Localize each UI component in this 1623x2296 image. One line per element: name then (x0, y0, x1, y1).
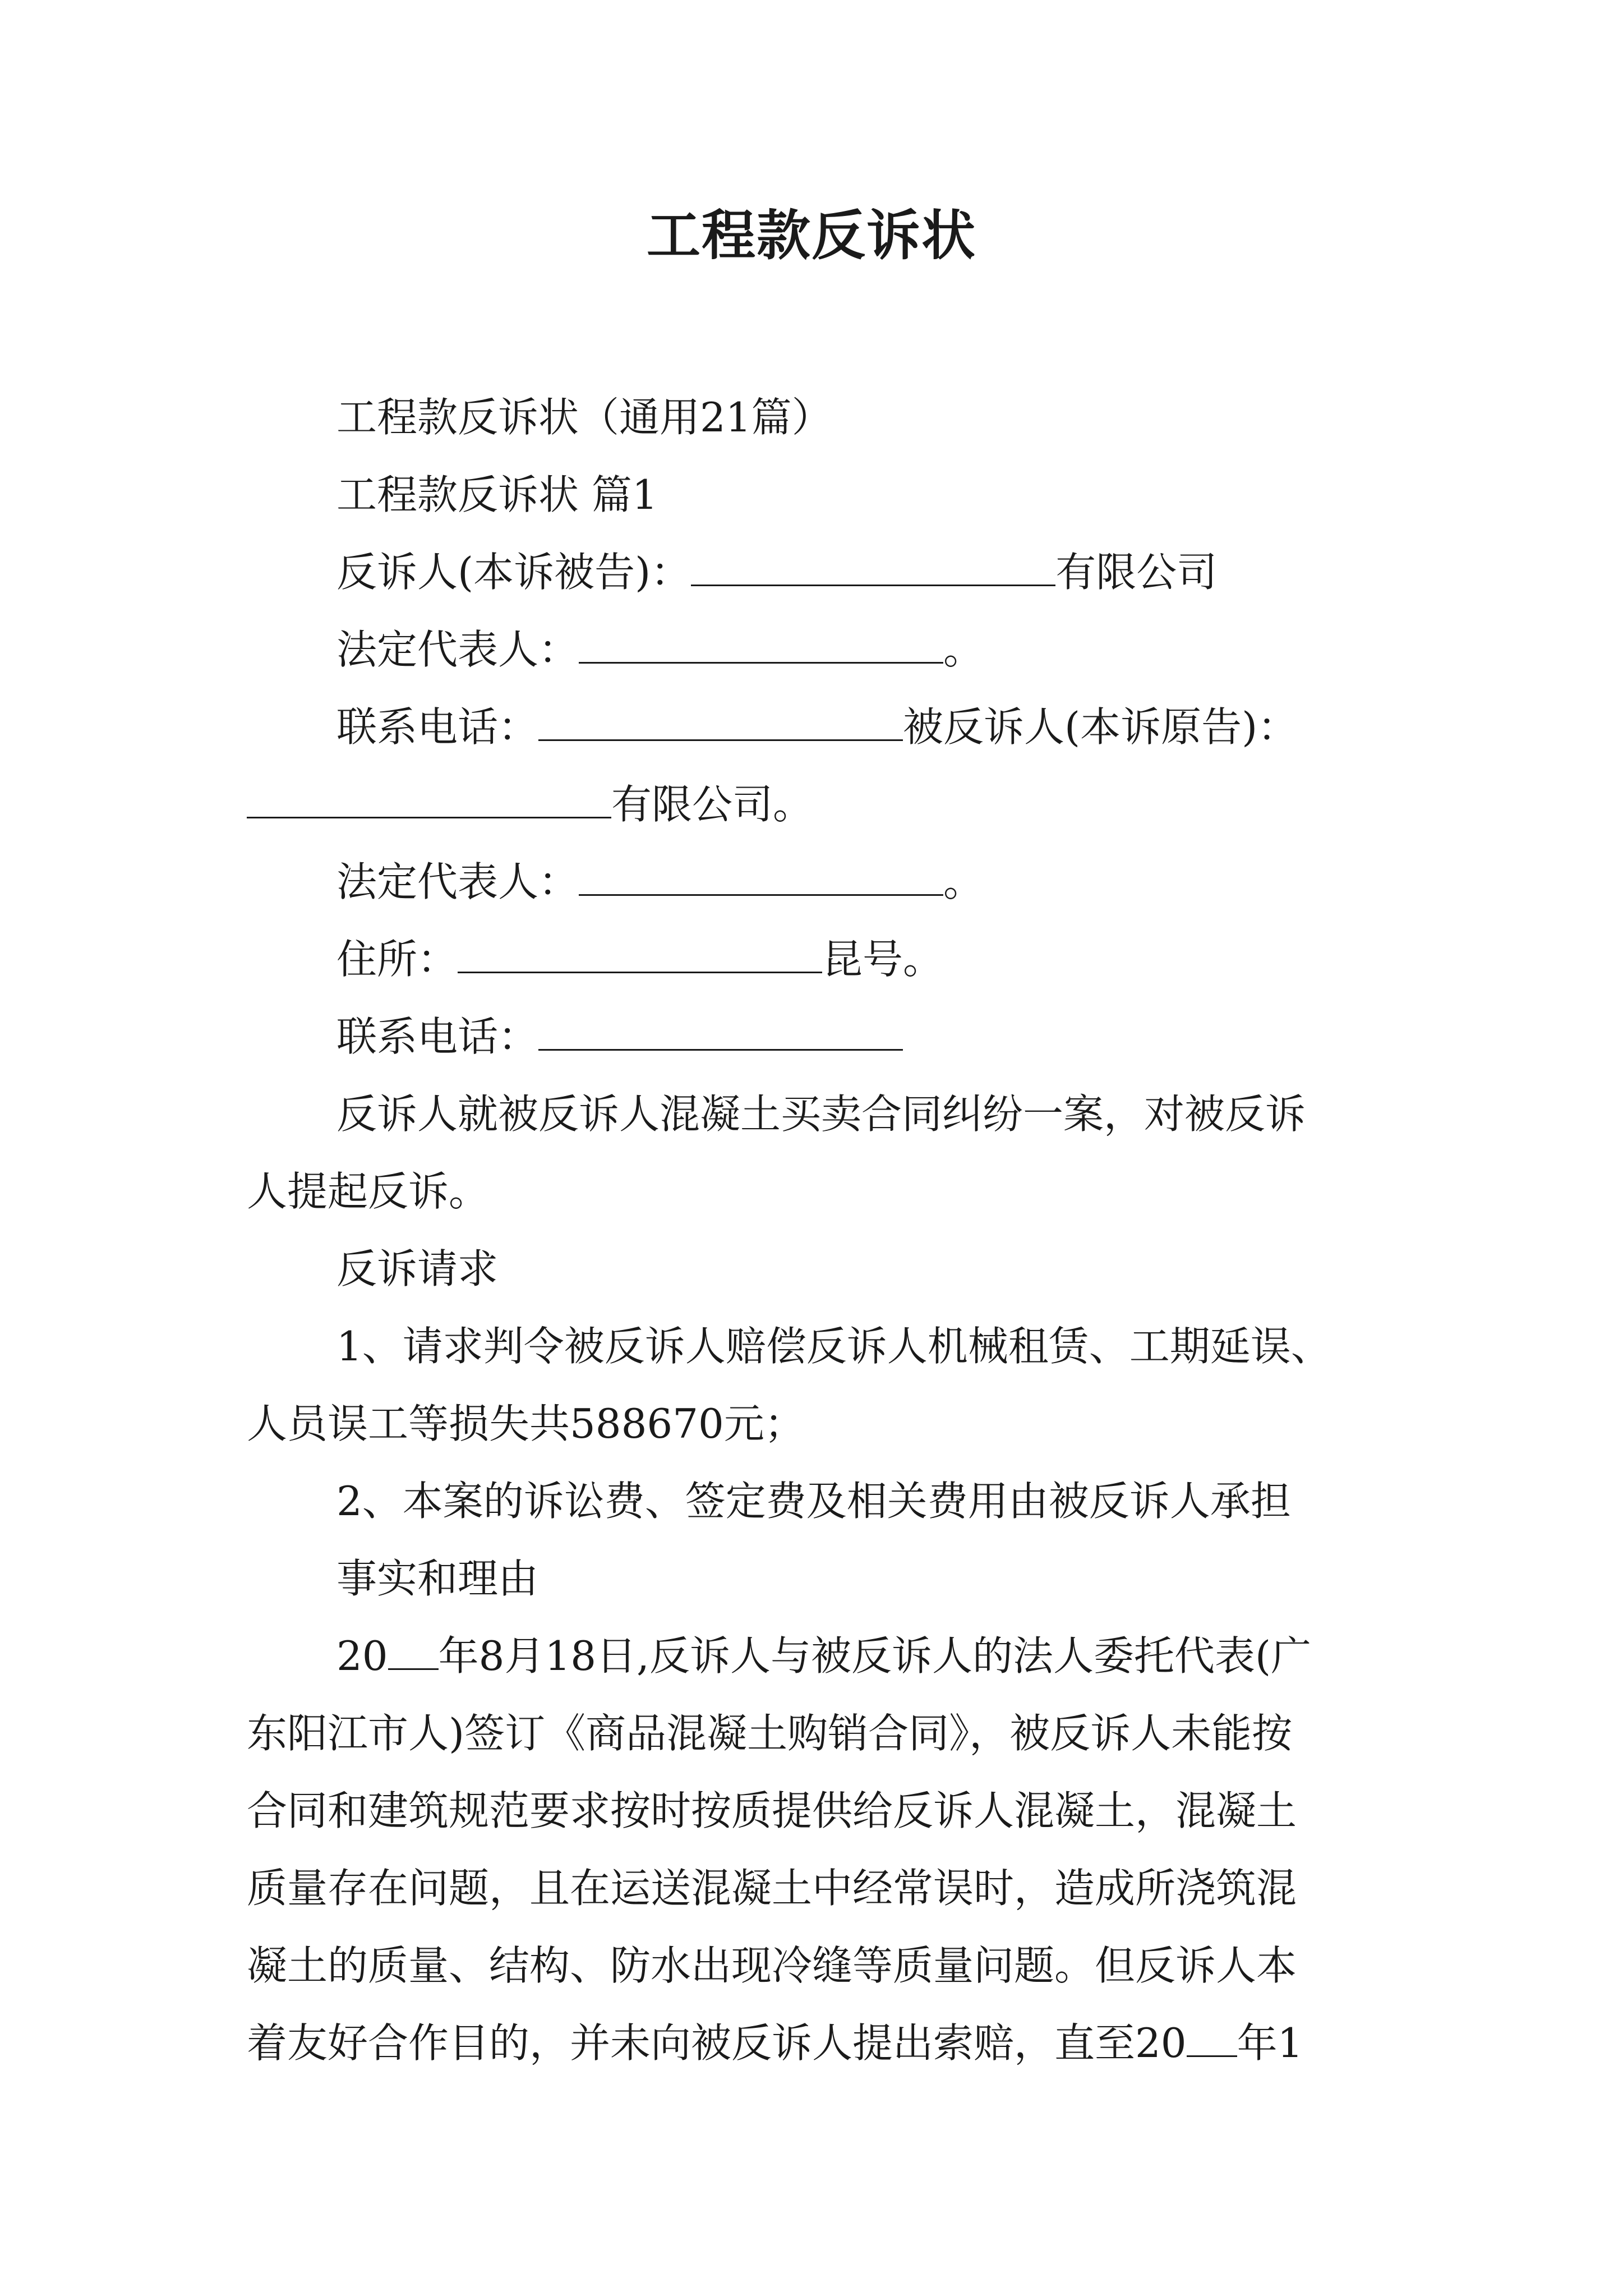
facts-heading: 事实和理由 (336, 1555, 539, 1602)
document-title: 工程款反诉状 (647, 204, 976, 267)
legal-rep-blank-1 (579, 628, 943, 664)
claim-2: 2、本案的诉讼费、签定费及相关费用由被反诉人承担 (336, 1478, 1291, 1525)
address-blank (458, 938, 822, 973)
counterclaimant-suffix: 有限公司 (1055, 549, 1218, 596)
legal-rep-line-2 (247, 843, 1385, 921)
facts-line-5: 凝土的质量、结构、防水出现冷缝等质量问题。但反诉人本 (247, 1942, 1297, 1989)
respondent-line (247, 766, 1385, 843)
intro-line-1: 反诉人就被反诉人混凝土买卖合同纠纷一案，对被反诉 (336, 1091, 1306, 1138)
phone-label-1: 联系电话： (336, 703, 539, 751)
phone-label-2: 联系电话： (336, 1013, 539, 1060)
counterclaimant-blank (691, 551, 1055, 586)
facts-line-6 (247, 2004, 1385, 2082)
phone-line-2 (247, 998, 1385, 1075)
legal-rep-blank-2 (579, 861, 943, 896)
facts-year-blank (388, 1635, 439, 1670)
intro-line-2: 人提起反诉。 (247, 1168, 490, 1215)
facts-line-1 (247, 1617, 1385, 1695)
facts-line-1-rest: 年8月18日,反诉人与被反诉人的法人委托代表(广 (438, 1632, 1312, 1680)
section-heading: 工程款反诉状 篇1 (336, 471, 658, 518)
facts-line-6-start: 着友好合作目的，并未向被反诉人提出索赔，直至20 (247, 2019, 1187, 2067)
legal-rep-end-1: 。 (943, 626, 984, 673)
facts-line-2: 东阳江市人)签订《商品混凝土购销合同》，被反诉人未能按 (247, 1710, 1293, 1757)
respondent-suffix: 有限公司。 (611, 781, 814, 828)
address-line (247, 921, 1385, 998)
phone-blank-2 (538, 1015, 903, 1051)
claim-1-line-2: 人员误工等损失共588670元； (247, 1400, 805, 1447)
address-label: 住所： (336, 936, 458, 983)
respondent-blank (247, 783, 611, 818)
respondent-label: 被反诉人(本诉原告)： (903, 703, 1298, 751)
address-suffix: 昆号。 (822, 936, 944, 983)
claim-1-line-1: 1、请求判令被反诉人赔偿反诉人机械租赁、工期延误、 (336, 1323, 1331, 1370)
facts-year-prefix: 20 (336, 1632, 388, 1680)
phone-blank-1 (538, 706, 903, 741)
document-body (247, 379, 1385, 2082)
legal-rep-label-2: 法定代表人： (336, 858, 579, 905)
legal-rep-line-1 (247, 611, 1385, 688)
legal-rep-label-1: 法定代表人： (336, 626, 579, 673)
counterclaimant-label: 反诉人(本诉被告)： (336, 549, 691, 596)
facts-line-6-end: 年1 (1237, 2019, 1303, 2067)
claims-heading: 反诉请求 (336, 1245, 499, 1292)
counterclaimant-line (247, 533, 1385, 611)
facts-year-blank-2 (1187, 2022, 1237, 2057)
facts-line-4: 质量存在问题，且在运送混凝土中经常误时，造成所浇筑混 (247, 1865, 1297, 1912)
facts-line-3: 合同和建筑规范要求按时按质提供给反诉人混凝土，混凝土 (247, 1787, 1297, 1834)
legal-rep-end-2: 。 (943, 858, 984, 905)
subtitle: 工程款反诉状（通用21篇） (336, 394, 832, 441)
phone-respondent-line (247, 688, 1385, 766)
